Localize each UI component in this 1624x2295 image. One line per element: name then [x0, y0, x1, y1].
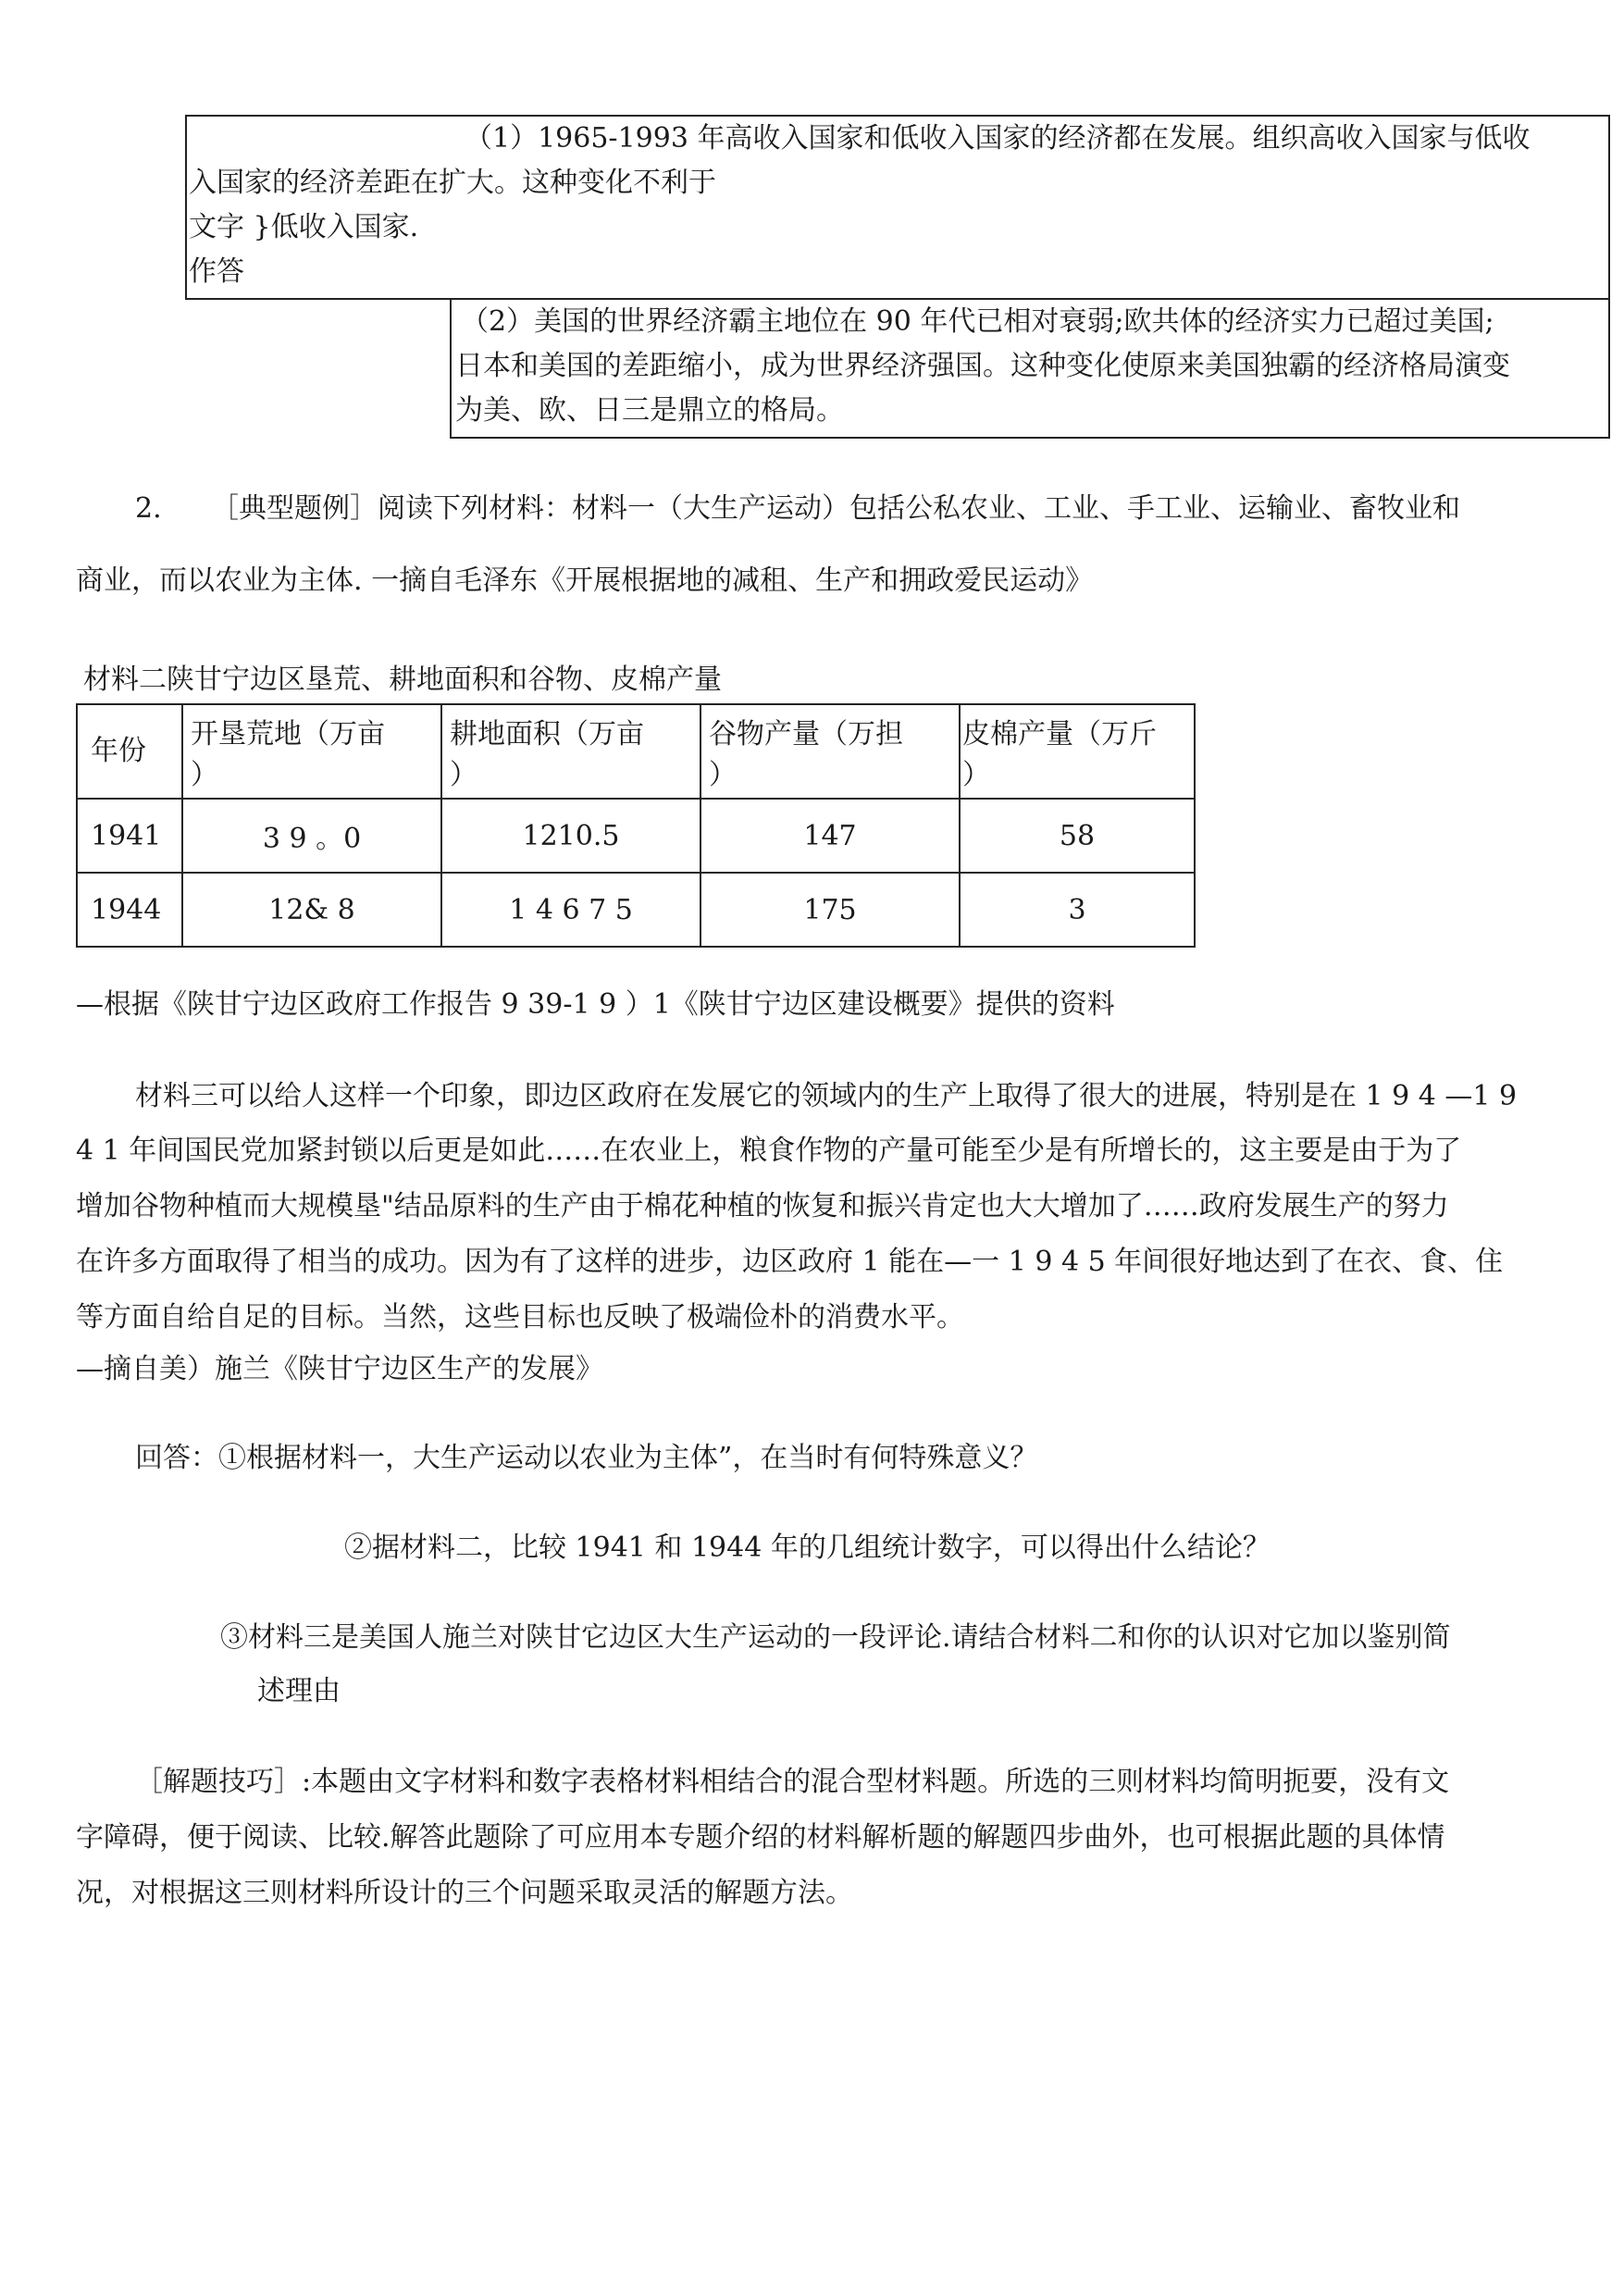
table-cell: 1941: [77, 799, 182, 873]
material3-line-5: 等方面自给自足的目标。当然，这些目标也反映了极端俭朴的消费水平。: [76, 1301, 964, 1334]
table-cell: 3 9 。0: [182, 799, 441, 873]
question-number: 2.: [135, 492, 162, 525]
tips-line-3: 况，对根据这三则材料所设计的三个问题采取灵活的解题方法。: [76, 1877, 853, 1909]
table-cell: 147: [700, 799, 960, 873]
table-cell: 1 4 6 7 5: [441, 873, 700, 947]
header-cell: 开垦荒地（万亩 ）: [182, 704, 441, 799]
answer-question-3-cont: 述理由: [257, 1675, 341, 1707]
material3-line-4: 在许多方面取得了相当的成功。因为有了这样的进步，边区政府 1 能在—一 1 9 4 5 年间很好地达到了在衣、食、住: [76, 1246, 1504, 1278]
material3-line-3: 增加谷物种植而大规模垦"结品原料的生产由于棉花种植的恢复和振兴肯定也大大增加了……政府发展生产的努力: [76, 1190, 1449, 1222]
header-cell: 年份: [77, 704, 182, 799]
material3-line-1: 材料三可以给人这样一个印象，即边区政府在发展它的领域内的生产上取得了很大的进展，特别是在 1 9 4 —1 9: [135, 1080, 1518, 1112]
table-cell: 175: [700, 873, 960, 947]
answer-sub-line-1: （2）美国的世界经济霸主地位在 90 年代已相对衰弱;欧共体的经济实力已超过美国;: [461, 305, 1494, 338]
table-cell: 3: [960, 873, 1195, 947]
table-header-row: [77, 704, 1195, 799]
table-cell: 1210.5: [441, 799, 700, 873]
header-cell: 谷物产量（万担 ）: [700, 704, 960, 799]
header-cell: 耕地面积（万亩 ）: [441, 704, 700, 799]
answer-question-3: ③材料三是美国人施兰对陕甘它边区大生产运动的一段评论.请结合材料二和你的认识对它加以鉴别简: [220, 1621, 1451, 1654]
tips-line-2: 字障碍，便于阅读、比较.解答此题除了可应用本专题介绍的材料解析题的解题四步曲外，也可根据此题的具体情: [76, 1821, 1445, 1854]
answer-question-1: 回答：①根据材料一，大生产运动以农业为主体”，在当时有何特殊意义？: [135, 1442, 1038, 1474]
table-cell: 12& 8: [182, 873, 441, 947]
answer-line-1: （1）1965-1993 年高收入国家和低收入国家的经济都在发展。组织高收入国家与低收: [465, 122, 1531, 155]
table-row: [77, 799, 1195, 873]
answer-line-2: 入国家的经济差距在扩大。这种变化不利于: [189, 167, 716, 199]
table-cell: 1944: [77, 873, 182, 947]
question-line-2: 商业，而以农业为主体. 一摘自毛泽东《开展根据地的减租、生产和拥政爱民运动》: [76, 564, 1094, 597]
production-table: [76, 703, 1196, 948]
header-cell: 皮棉产量（万斤 ）: [960, 704, 1195, 799]
question-line-1: ［典型题例］阅读下列材料：材料一（大生产运动）包括公私农业、工业、手工业、运输业、畜牧业和: [211, 492, 1460, 525]
material3-line-2: 4 1 年间国民党加紧封锁以后更是如此……在农业上，粮食作物的产量可能至少是有所增长的，这主要是由于为了: [76, 1135, 1462, 1167]
answer-line-3: 文字 }低收入国家.: [189, 211, 419, 243]
table-row: [77, 873, 1195, 947]
answer-box-1: [185, 115, 1610, 300]
table-caption: 材料二陕甘宁边区垦荒、耕地面积和谷物、皮棉产量: [83, 664, 722, 696]
tips-line-1: ［解题技巧］:本题由文字材料和数字表格材料相结合的混合型材料题。所选的三则材料均简明扼要，没有文: [135, 1766, 1450, 1798]
answer-box-2: [450, 300, 1610, 439]
answer-sub-line-3: 为美、欧、日三是鼎立的格局。: [455, 394, 844, 427]
material3-source: —摘自美）施兰《陕甘宁边区生产的发展》: [76, 1353, 603, 1385]
answer-question-2: ②据材料二，比较 1941 和 1944 年的几组统计数字，可以得出什么结论？: [344, 1532, 1271, 1564]
answer-sub-line-2: 日本和美国的差距缩小，成为世界经济强国。这种变化使原来美国独霸的经济格局演变: [455, 350, 1510, 382]
table-source: —根据《陕甘宁边区政府工作报告 9 39-1 9 ）1《陕甘宁边区建设概要》提供的资料: [76, 988, 1115, 1021]
answer-line-4: 作答: [189, 255, 244, 288]
table-cell: 58: [960, 799, 1195, 873]
